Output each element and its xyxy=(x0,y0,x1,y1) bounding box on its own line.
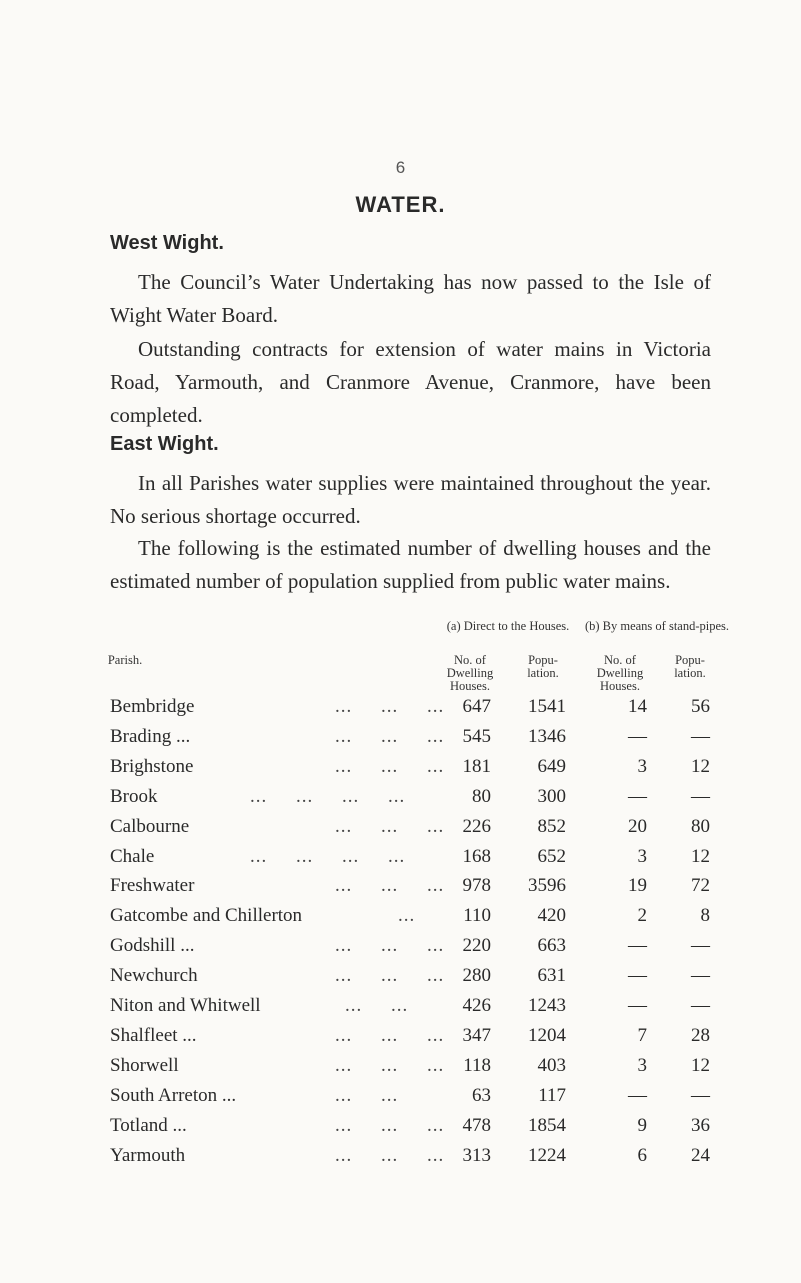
leader-dots: ... ... ... xyxy=(335,1054,445,1076)
standpipe-population: 56 xyxy=(691,696,710,717)
standpipe-population: — xyxy=(691,965,710,987)
parish-name: Shalfleet ... xyxy=(110,1024,197,1046)
parish-name: Shorwell xyxy=(110,1054,179,1076)
direct-dwellings: 110 xyxy=(463,905,491,927)
standpipe-dwellings: 14 xyxy=(628,696,647,717)
parish-name: Brighstone xyxy=(110,755,194,777)
leader-dots: ... ... ... ... xyxy=(250,845,406,867)
direct-dwellings: 168 xyxy=(462,845,491,867)
leader-dots: ... ... ... ... xyxy=(250,785,406,807)
standpipe-population: 8 xyxy=(700,905,710,927)
parish-name: Brading ... xyxy=(110,725,191,747)
parish-name: Bembridge xyxy=(110,696,195,717)
leader-dots: ... ... ... xyxy=(335,965,445,987)
table-row xyxy=(0,1051,801,1081)
parish-name: Gatcombe and Chillerton xyxy=(110,905,303,927)
direct-population: 300 xyxy=(537,785,566,807)
standpipe-dwellings: 2 xyxy=(637,905,647,927)
standpipe-population: 72 xyxy=(691,875,710,897)
direct-population: 663 xyxy=(537,935,566,957)
standpipe-population: 12 xyxy=(691,1054,710,1076)
direct-dwellings: 478 xyxy=(462,1114,491,1136)
table-row xyxy=(0,901,801,931)
standpipe-dwellings: 3 xyxy=(637,755,647,777)
leader-dots: ... ... ... xyxy=(335,875,445,897)
table-row xyxy=(0,961,801,991)
parish-name: Niton and Whitwell xyxy=(110,995,261,1016)
standpipe-dwellings: — xyxy=(628,995,647,1016)
group-b-header: (b) By means of stand-pipes. xyxy=(584,619,730,633)
direct-dwellings: 280 xyxy=(462,965,491,987)
leader-dots: ... ... ... xyxy=(335,935,445,957)
direct-dwellings: 978 xyxy=(462,875,491,897)
direct-population: 1346 xyxy=(528,725,566,747)
direct-dwellings: 313 xyxy=(462,1144,491,1166)
standpipe-population: 24 xyxy=(691,1144,710,1166)
parish-name: Freshwater xyxy=(110,875,195,897)
standpipe-population: — xyxy=(691,935,710,957)
direct-population: 1243 xyxy=(528,995,566,1016)
standpipe-dwellings: 3 xyxy=(637,845,647,867)
standpipe-population: — xyxy=(691,785,710,807)
direct-population: 420 xyxy=(537,905,566,927)
parish-name: Yarmouth xyxy=(110,1144,186,1166)
standpipe-dwellings: — xyxy=(628,935,647,957)
direct-dwellings: 647 xyxy=(462,696,491,717)
direct-population: 1854 xyxy=(528,1114,566,1136)
direct-dwellings: 80 xyxy=(472,785,491,807)
direct-dwellings: 226 xyxy=(462,815,491,837)
west-wight-heading: West Wight. xyxy=(110,232,224,254)
table-row xyxy=(0,991,801,1021)
direct-dwellings: 220 xyxy=(462,935,491,957)
standpipe-population: 80 xyxy=(691,815,710,837)
col-a-dwellings-header: No. of Dwelling Houses. xyxy=(446,653,494,693)
west-paragraph-1: The Council’s Water Undertaking has now passed to the Isle of Wight Water Board. xyxy=(110,270,711,327)
leader-dots: ... ... xyxy=(335,1084,399,1106)
standpipe-population: — xyxy=(691,1084,710,1106)
standpipe-dwellings: 9 xyxy=(637,1114,647,1136)
table-row xyxy=(0,1141,801,1171)
parish-name: Brook xyxy=(110,785,158,807)
leader-dots: ... ... ... xyxy=(335,696,445,717)
direct-dwellings: 181 xyxy=(462,755,491,777)
leader-dots: ... ... ... xyxy=(335,1144,445,1166)
table-row xyxy=(0,1081,801,1111)
parish-name: Calbourne xyxy=(110,815,190,837)
table-row xyxy=(0,1021,801,1051)
direct-population: 403 xyxy=(537,1054,566,1076)
direct-population: 1224 xyxy=(528,1144,566,1166)
standpipe-dwellings: 6 xyxy=(637,1144,647,1166)
standpipe-dwellings: — xyxy=(628,725,647,747)
table-row xyxy=(0,692,801,722)
table-row xyxy=(0,842,801,872)
leader-dots: ... ... ... xyxy=(335,1024,445,1046)
col-b-dwellings-header: No. of Dwelling Houses. xyxy=(596,653,644,693)
east-wight-heading: East Wight. xyxy=(110,433,219,455)
direct-dwellings: 426 xyxy=(462,995,491,1016)
standpipe-dwellings: 19 xyxy=(628,875,647,897)
standpipe-population: 12 xyxy=(691,845,710,867)
standpipe-population: — xyxy=(691,995,710,1016)
direct-dwellings: 63 xyxy=(472,1084,491,1106)
table-row xyxy=(0,871,801,901)
direct-population: 852 xyxy=(537,815,566,837)
leader-dots: ... xyxy=(398,905,416,927)
leader-dots: ... ... xyxy=(345,995,409,1016)
table-row xyxy=(0,931,801,961)
col-a-population-header: Popu- lation. xyxy=(527,653,559,680)
group-a-header: (a) Direct to the Houses. xyxy=(446,619,570,633)
parish-name: Chale xyxy=(110,845,155,867)
table-row xyxy=(0,782,801,812)
direct-dwellings: 118 xyxy=(463,1054,491,1076)
leader-dots: ... ... ... xyxy=(335,755,445,777)
east-paragraph-1: In all Parishes water supplies were maintained throughout the year. No serious shortage occurred. xyxy=(110,471,711,528)
direct-population: 1204 xyxy=(528,1024,566,1046)
leader-dots: ... ... ... xyxy=(335,725,445,747)
parish-name: South Arreton ... xyxy=(110,1084,237,1106)
direct-population: 1541 xyxy=(528,696,566,717)
standpipe-dwellings: — xyxy=(628,785,647,807)
direct-population: 3596 xyxy=(528,875,566,897)
east-paragraph-2: The following is the estimated number of dwelling houses and the estimated number of population supplied from public water mains. xyxy=(110,536,711,593)
direct-dwellings: 545 xyxy=(462,725,491,747)
col-b-population-header: Popu- lation. xyxy=(674,653,706,680)
table-row xyxy=(0,722,801,752)
direct-population: 631 xyxy=(537,965,566,987)
standpipe-population: 28 xyxy=(691,1024,710,1046)
direct-population: 649 xyxy=(537,755,566,777)
page-number: 6 xyxy=(395,158,406,177)
leader-dots: ... ... ... xyxy=(335,815,445,837)
standpipe-population: 12 xyxy=(691,755,710,777)
standpipe-dwellings: 7 xyxy=(637,1024,647,1046)
standpipe-dwellings: 3 xyxy=(637,1054,647,1076)
parish-name: Godshill ... xyxy=(110,935,195,957)
parish-header: Parish. xyxy=(107,653,143,667)
standpipe-dwellings: 20 xyxy=(628,815,647,837)
west-paragraph-2: Outstanding contracts for extension of water mains in Victoria Road, Yarmouth, and Cranmore Avenue, Cranmore, have been completed. xyxy=(110,337,711,427)
direct-dwellings: 347 xyxy=(462,1024,491,1046)
page-title: WATER. xyxy=(355,192,446,217)
table-row xyxy=(0,1111,801,1141)
parish-name: Totland ... xyxy=(110,1114,187,1136)
standpipe-dwellings: — xyxy=(628,1084,647,1106)
leader-dots: ... ... ... xyxy=(335,1114,445,1136)
parish-name: Newchurch xyxy=(110,965,198,987)
table-row xyxy=(0,812,801,842)
standpipe-population: 36 xyxy=(691,1114,710,1136)
standpipe-population: — xyxy=(691,725,710,747)
table-row xyxy=(0,752,801,782)
direct-population: 117 xyxy=(538,1084,566,1106)
direct-population: 652 xyxy=(537,845,566,867)
standpipe-dwellings: — xyxy=(628,965,647,987)
